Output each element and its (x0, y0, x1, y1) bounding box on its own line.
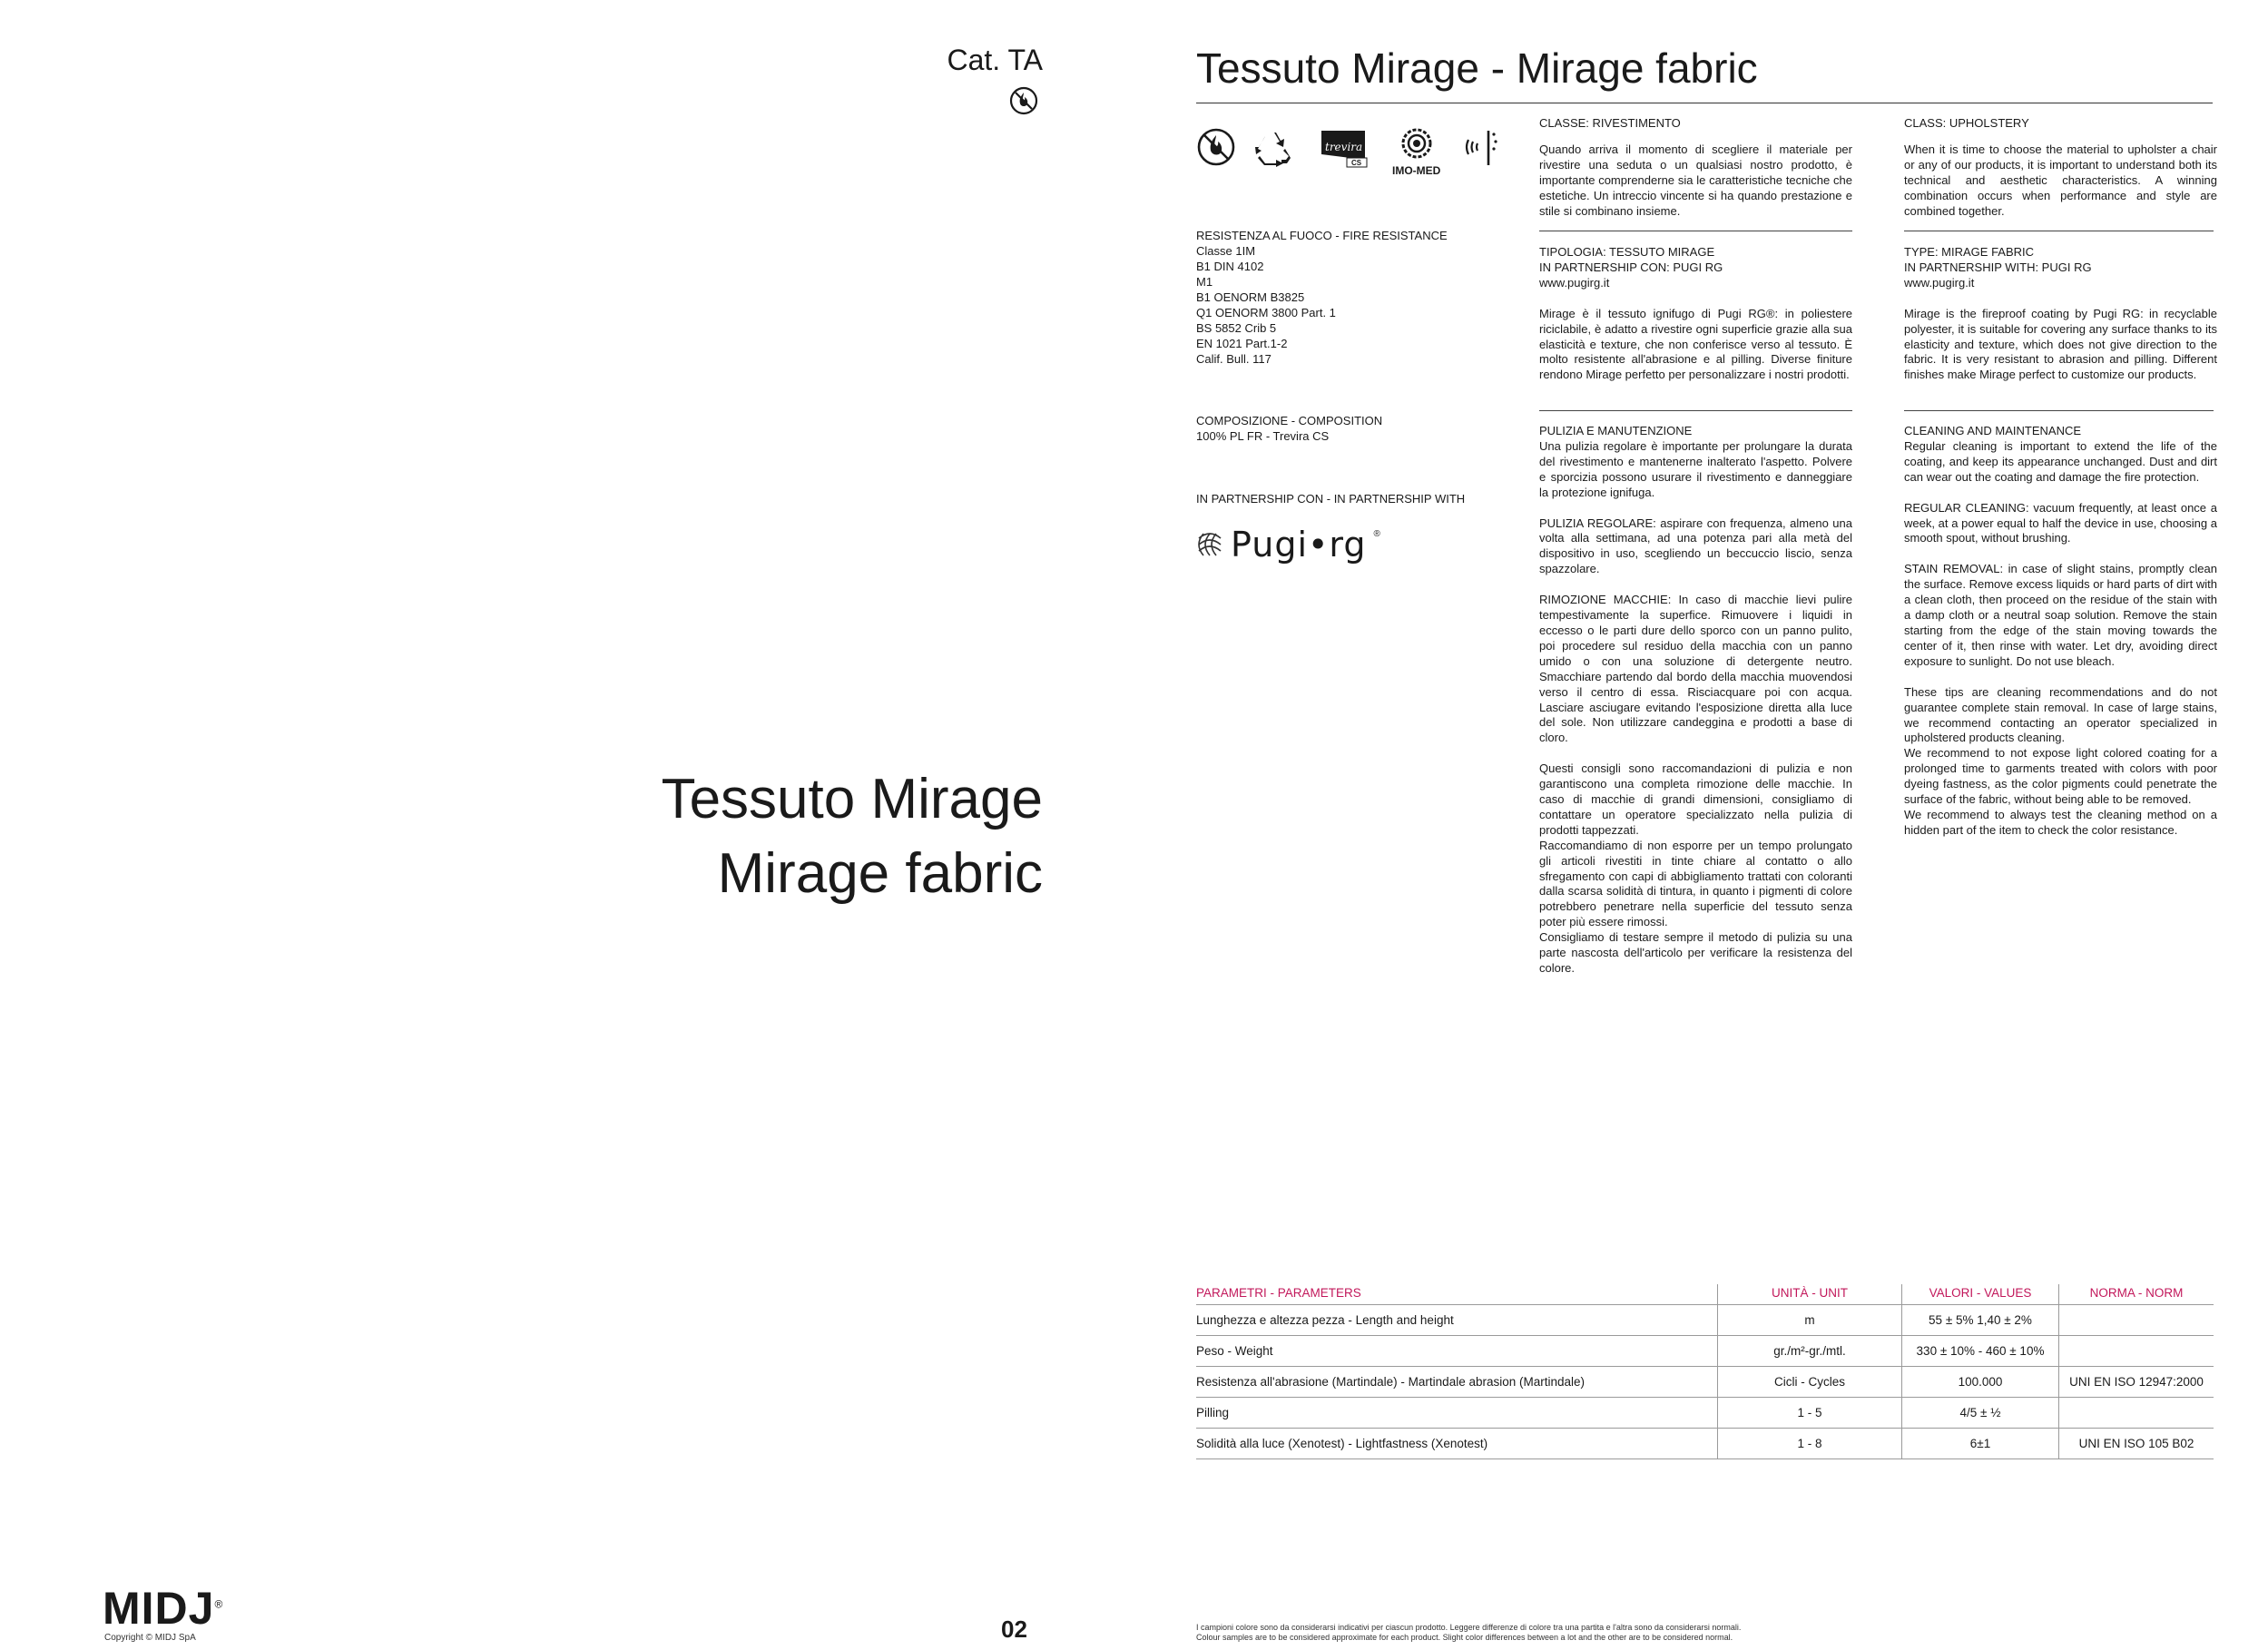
en-type-partner: IN PARTNERSHIP WITH: PUGI RG (1904, 260, 2092, 274)
table-cell (2059, 1398, 2214, 1429)
it-stain-text: RIMOZIONE MACCHIE: In caso di macchie lievi pulire tempestivamente la superfice. Rimuovere i liquidi in eccesso o le parti dure dello sporco con un panno pulito, poi procedere sul residuo della macchia con un panno umido o con una soluzione di detergente neutro. Smacchiare partendo dal bordo della macchia muovendosi verso il centro di essa. Risciacquare poi con acqua. Lasciare asciugare evitando l'esposizione diretta alla luce del sole. Non utilizzare candeggina e prodotti a base di cloro. (1539, 593, 1852, 745)
trevira-cs-text: CS (1351, 159, 1362, 167)
fire-line: M1 (1196, 275, 1213, 289)
table-row (1196, 1305, 2214, 1336)
fire-line: Q1 OENORM 3800 Part. 1 (1196, 306, 1336, 319)
imo-med-text: IMO-MED (1392, 164, 1441, 177)
table-header-values: VALORI - VALUES (1902, 1284, 2059, 1305)
pugi-knot-icon (1196, 531, 1223, 558)
fire-retardant-icon (1196, 127, 1236, 167)
table-header-norm: NORMA - NORM (2059, 1284, 2214, 1305)
fire-resistance-heading: RESISTENZA AL FUOCO - FIRE RESISTANCE (1196, 229, 1448, 242)
table-cell: 4/5 ± ½ (1902, 1398, 2059, 1429)
en-stain-text: STAIN REMOVAL: in case of slight stains, promptly clean the surface. Remove excess liquids or hard parts of dirt with a clean cloth, then proceed on the residue of the stain with a damp cloth or a neutral soap solution. Remove the stain starting from the edge of the stain moving towards the center of it, then rinse with water. Let dry, avoiding direct exposure to sunlight. Do not use bleach. (1904, 562, 2217, 668)
table-cell: Solidità alla luce (Xenotest) - Lightfastness (Xenotest) (1196, 1429, 1718, 1459)
fire-line: B1 DIN 4102 (1196, 260, 1264, 273)
en-divider (1904, 410, 2214, 411)
trevira-cs-icon (1320, 127, 1369, 169)
it-tips-text: Consigliamo di testare sempre il metodo di pulizia su una parte nascosta dell'articolo per verificare la resistenza del colore. (1539, 930, 1852, 975)
it-regular-text: PULIZIA REGOLARE: aspirare con frequenza, almeno una volta alla settimana, ad una potenza pari alla metà del dispositivo in uso, scegliendo un beccuccio liscio, senza spazzolare. (1539, 516, 1852, 576)
en-care-heading: CLEANING AND MAINTENANCE (1904, 424, 2082, 437)
table-cell: 6±1 (1902, 1429, 2059, 1459)
recycle-icon (1252, 127, 1294, 167)
footnote-line-en: Colour samples are to be considered approximate for each product. Slight color differences between a lot and the other are to be considered normal. (1196, 1633, 1733, 1642)
table-row (1196, 1398, 2214, 1429)
table-header-unit: UNITÀ - UNIT (1718, 1284, 1902, 1305)
it-tips-text: Questi consigli sono raccomandazioni di pulizia e non garantiscono una completa rimozione delle macchie. In caso di macchie di grandi dimensioni, consigliamo di contattare un operatore specializzato nella pulizia di prodotti tappezzati. (1539, 761, 1852, 837)
it-class-heading: CLASSE: RIVESTIMENTO (1539, 116, 1681, 130)
en-care-section (1904, 424, 2217, 839)
midj-logo-mark: ® (214, 1597, 224, 1611)
pugi-logo-mark: ® (1373, 528, 1380, 539)
table-cell: 1 - 8 (1718, 1429, 1902, 1459)
page-title: Tessuto Mirage - Mirage fabric (1196, 44, 1758, 92)
it-care-text: Una pulizia regolare è importante per prolungare la durata del rivestimento e mantenerne inalterato l'aspetto. Polvere e sporcizia possono usurare il rivestimento e danneggiare la protezione ignifuga. (1539, 438, 1852, 499)
category-label: Cat. TA (947, 44, 1043, 76)
table-cell (2059, 1336, 2214, 1367)
antibacterial-icon (1461, 127, 1501, 167)
it-type-section (1539, 245, 1852, 383)
pugi-rg-logo (1196, 525, 1380, 565)
table-cell: 1 - 5 (1718, 1398, 1902, 1429)
it-care-heading: PULIZIA E MANUTENZIONE (1539, 424, 1693, 437)
imo-med-icon (1385, 127, 1448, 182)
cover-title (662, 762, 1043, 911)
copyright: Copyright © MIDJ SpA (104, 1633, 196, 1643)
en-care-text: Regular cleaning is important to extend the life of the coating, and keep its appearance unchanged. Dust and dirt can wear out the coating and damage the fire protection. (1904, 438, 2217, 484)
fire-line: BS 5852 Crib 5 (1196, 321, 1277, 335)
fire-resistance-block (1196, 228, 1505, 367)
partnership-heading: IN PARTNERSHIP CON - IN PARTNERSHIP WITH (1196, 492, 1466, 506)
en-class-section (1904, 116, 2217, 219)
en-tips-text: These tips are cleaning recommendations and do not guarantee complete stain removal. In case of large stains, we recommend contacting an operator specialized in upholstered products cleaning. (1904, 684, 2217, 745)
footnote-line-it: I campioni colore sono da considerarsi indicativi per ciascun prodotto. Leggere differenze di colore tra una partita e l'altra sono da considerarsi normali. (1196, 1623, 1742, 1632)
en-type-url: www.pugirg.it (1904, 275, 1975, 290)
composition-value: 100% PL FR - Trevira CS (1196, 429, 1330, 443)
fire-line: B1 OENORM B3825 (1196, 290, 1305, 304)
table-row (1196, 1336, 2214, 1367)
table-cell: Peso - Weight (1196, 1336, 1718, 1367)
fire-retardant-small-icon (1009, 86, 1038, 115)
parameters-table (1196, 1284, 2214, 1459)
fire-line: Classe 1IM (1196, 244, 1256, 258)
en-type-heading: TYPE: MIRAGE FABRIC (1904, 245, 2035, 259)
table-cell: Cicli - Cycles (1718, 1367, 1902, 1398)
en-tips-text: We recommend to always test the cleaning method on a hidden part of the item to check the color resistance. (1904, 807, 2217, 837)
trevira-text: trevira (1325, 141, 1363, 153)
table-row (1196, 1429, 2214, 1459)
table-cell: UNI EN ISO 105 B02 (2059, 1429, 2214, 1459)
certification-icons (1196, 127, 1505, 182)
page-number: 02 (1001, 1616, 1027, 1643)
fire-line: Calif. Bull. 117 (1196, 352, 1271, 366)
midj-logo-text: MIDJ (103, 1583, 215, 1634)
footnote (1196, 1623, 2214, 1643)
table-row (1196, 1367, 2214, 1398)
en-regular-text: REGULAR CLEANING: vacuum frequently, at least once a week, at a power equal to half the device in use, choosing a smooth spout, without brushing. (1904, 500, 2217, 545)
it-type-text: Mirage è il tessuto ignifugo di Pugi RG®: in poliestere riciclabile, è adatto a rivestire ogni superficie grazie alla sua elasticità e texture, che non conferisce verso al tessuto. È molto resistente all'abrasione e al pilling. Diverse finiture rendono Mirage perfetto per personalizzare i nostri prodotti. (1539, 306, 1852, 382)
en-class-heading: CLASS: UPHOLSTERY (1904, 116, 2029, 130)
table-cell: Pilling (1196, 1398, 1718, 1429)
it-type-partner: IN PARTNERSHIP CON: PUGI RG (1539, 260, 1723, 274)
midj-logo (103, 1582, 223, 1635)
pugi-logo-text: Pugi•rg (1231, 525, 1367, 565)
table-cell: Resistenza all'abrasione (Martindale) - Martindale abrasion (Martindale) (1196, 1367, 1718, 1398)
en-tips-text: We recommend to not expose light colored coating for a prolonged time to garments treated with colors with poor dyeing fastness, as the color pigments could penetrate the surface of the fabric, without being able to be removed. (1904, 746, 2217, 807)
table-cell: 330 ± 10% - 460 ± 10% (1902, 1336, 2059, 1367)
it-type-heading: TIPOLOGIA: TESSUTO MIRAGE (1539, 245, 1715, 259)
composition-block (1196, 413, 1505, 444)
table-cell: 55 ± 5% 1,40 ± 2% (1902, 1305, 2059, 1336)
cover-title-line1: Tessuto Mirage (661, 768, 1043, 830)
table-header-parameters: PARAMETRI - PARAMETERS (1196, 1284, 1718, 1305)
table-cell (2059, 1305, 2214, 1336)
table-cell: m (1718, 1305, 1902, 1336)
en-class-text: When it is time to choose the material to upholster a chair or any of our products, it is important to understand both its technical and aesthetic characteristics. A winning combination occurs when performance and style are combined together. (1904, 142, 2217, 218)
composition-heading: COMPOSIZIONE - COMPOSITION (1196, 414, 1383, 427)
en-type-text: Mirage is the fireproof coating by Pugi RG: in recyclable polyester, it is suitable for covering any surface thanks to its elasticity and texture, which does not give direction to the fabric. It is very resistant to abrasion and pilling. Different finishes make Mirage perfect to customize our products. (1904, 306, 2217, 382)
table-cell: 100.000 (1902, 1367, 2059, 1398)
it-divider (1539, 410, 1852, 411)
fire-line: EN 1021 Part.1-2 (1196, 337, 1288, 350)
cover-title-line2: Mirage fabric (717, 842, 1043, 905)
it-care-section (1539, 424, 1852, 977)
table-cell: Lunghezza e altezza pezza - Length and height (1196, 1305, 1718, 1336)
en-type-section (1904, 245, 2217, 383)
it-class-text: Quando arriva il momento di scegliere il materiale per rivestire una seduta o un qualsiasi nostro prodotto, è importante comprenderne sia le caratteristiche tecniche che estetiche. Un intreccio vincente si ha quando prestazione e stile si combinano insieme. (1539, 142, 1852, 218)
table-cell: gr./m²-gr./mtl. (1718, 1336, 1902, 1367)
table-header-row (1196, 1284, 2214, 1305)
it-class-section (1539, 116, 1852, 219)
it-type-url: www.pugirg.it (1539, 275, 1610, 290)
table-cell: UNI EN ISO 12947:2000 (2059, 1367, 2214, 1398)
it-tips-text: Raccomandiamo di non esporre per un tempo prolungato gli articoli rivestiti in tinte chiare al contatto o allo sfregamento con capi di abbigliamento trattati con coloranti dalla scarsa solidità di tintura, in quanto i pigmenti di colore potrebbero penetrare nella superficie del tessuto senza poter più essere rimossi. (1539, 838, 1852, 929)
